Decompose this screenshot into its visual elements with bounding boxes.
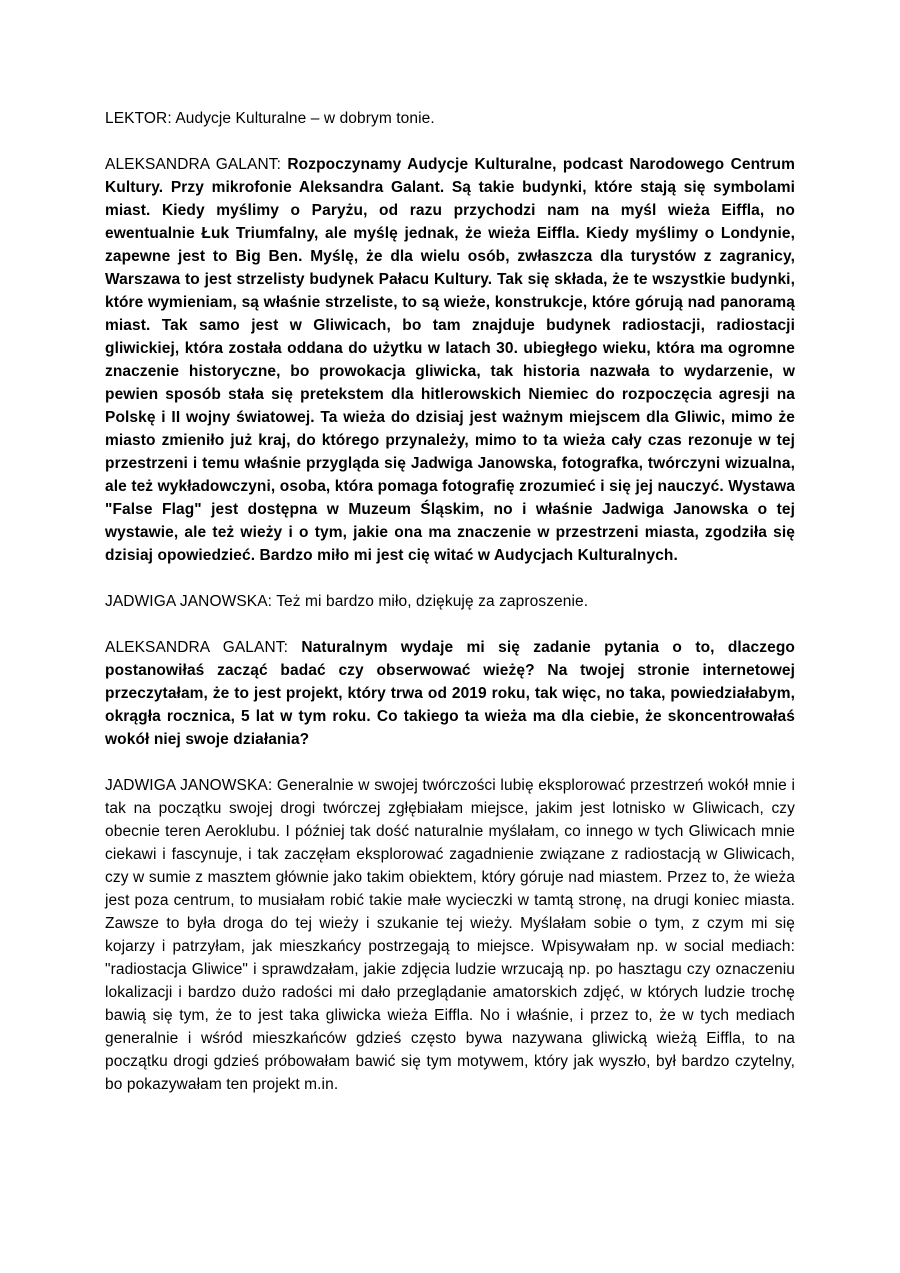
speech-text: Audycje Kulturalne – w dobrym tonie. bbox=[175, 110, 435, 127]
transcript-paragraph bbox=[105, 636, 795, 751]
transcript-paragraph bbox=[105, 590, 795, 613]
speaker-label: ALEKSANDRA GALANT: bbox=[105, 639, 288, 656]
speaker-label: LEKTOR: bbox=[105, 110, 172, 127]
transcript-paragraph bbox=[105, 107, 795, 130]
speaker-label: JADWIGA JANOWSKA: bbox=[105, 777, 273, 794]
speech-text: Naturalnym wydaje mi się zadanie pytania o to, dlaczego postanowiłaś zacząć badać czy obserwować wieżę? Na twojej stronie internetowej przeczytałam, że to jest projekt, który trwa od 2019 roku, tak więc, no taka, powiedziałabym, okrągła rocznica, 5 lat w tym roku. Co takiego ta wieża ma dla ciebie, że skoncentrowałaś wokół niej swoje działania? bbox=[105, 639, 795, 748]
speech-text: Też mi bardzo miło, dziękuję za zaproszenie. bbox=[276, 593, 589, 610]
transcript-paragraph bbox=[105, 774, 795, 1096]
speaker-label: ALEKSANDRA GALANT: bbox=[105, 156, 282, 173]
transcript-content bbox=[105, 107, 795, 1096]
transcript-paragraph bbox=[105, 153, 795, 567]
speech-text: Generalnie w swojej twórczości lubię eksplorować przestrzeń wokół mnie i tak na początku swojej drogi twórczej zgłębiałam miejsce, jakim jest lotnisko w Gliwicach, czy obecnie teren Aeroklubu. I później tak dość naturalnie myślałam, co innego w tych Gliwicach mnie ciekawi i fascynuje, i tak zaczęłam eksplorować zagadnienie związane z radiostacją w Gliwicach, czy w sumie z masztem głównie jako takim obiektem, który góruje nad miastem. Przez to, że wieża jest poza centrum, to musiałam robić takie małe wycieczki w tamtą stronę, na drugi koniec miasta. Zawsze to była droga do tej wieży i szukanie tej wieży. Myślałam sobie o tym, z czym mi się kojarzy i patrzyłam, jak mieszkańcy postrzegają to miejsce. Wpisywałam np. w social mediach: "radiostacja Gliwice" i sprawdzałam, jakie zdjęcia ludzie wrzucają np. po hasztagu czy oznaczeniu lokalizacji i bardzo dużo radości mi dało przeglądanie amatorskich zdjęć, w których ludzie trochę bawią się tym, że to jest taka gliwicka wieża Eiffla. No i właśnie, i przez to, że w tych mediach generalnie i wśród mieszkańców gdzieś często bywa nazywana gliwicką wieżą Eiffla, to na początku drogi gdzieś próbowałam bawić się tym motywem, który jak wyszło, był bardzo czytelny, bo pokazywałam ten projekt m.in. bbox=[105, 777, 795, 1093]
speaker-label: JADWIGA JANOWSKA: bbox=[105, 593, 273, 610]
speech-text: Rozpoczynamy Audycje Kulturalne, podcast Narodowego Centrum Kultury. Przy mikrofonie Aleksandra Galant. Są takie budynki, które stają się symbolami miast. Kiedy myślimy o Paryżu, od razu przychodzi nam na myśl wieża Eiffla, no ewentualnie Łuk Triumfalny, ale myślę jednak, że wieża Eiffla. Kiedy myślimy o Londynie, zapewne jest to Big Ben. Myślę, że dla wielu osób, zwłaszcza dla turystów z zagranicy, Warszawa to jest strzelisty budynek Pałacu Kultury. Tak się składa, że te wszystkie budynki, które wymieniam, są właśnie strzeliste, to są wieże, konstrukcje, które górują nad panoramą miast. Tak samo jest w Gliwicach, bo tam znajduje budynek radiostacji, radiostacji gliwickiej, która została oddana do użytku w latach 30. ubiegłego wieku, która ma ogromne znaczenie historyczne, bo prowokacja gliwicka, tak historia nazwała to wydarzenie, w pewien sposób stała się pretekstem dla hitlerowskich Niemiec do rozpoczęcia agresji na Polskę i II wojny światowej. Ta wieża do dzisiaj jest ważnym miejscem dla Gliwic, mimo że miasto zmieniło już kraj, do którego przynależy, mimo to ta wieża cały czas rezonuje w tej przestrzeni i temu właśnie przygląda się Jadwiga Janowska, fotografka, twórczyni wizualna, ale też wykładowczyni, osoba, która pomaga fotografię zrozumieć i się jej nauczyć. Wystawa "False Flag" jest dostępna w Muzeum Śląskim, no i właśnie Jadwiga Janowska o tej wystawie, ale też wieży i o tym, jakie ona ma znaczenie w przestrzeni miasta, zgodziła się dzisiaj opowiedzieć. Bardzo miło mi jest cię witać w Audycjach Kulturalnych. bbox=[105, 156, 795, 564]
